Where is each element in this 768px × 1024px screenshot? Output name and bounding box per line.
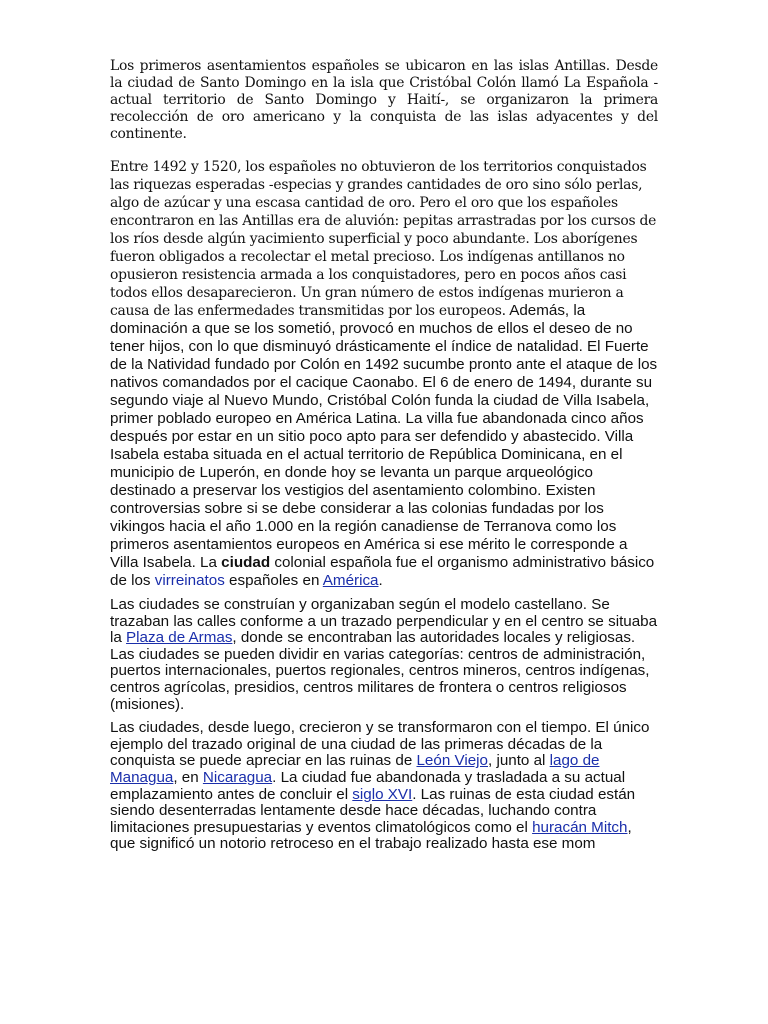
text-before-virreinatos: colonial española fue el organismo administrativo básico de los — [110, 554, 655, 589]
text-segment-2: , junto al — [488, 752, 550, 770]
link-lago-de-managua[interactable]: lago de Managua — [110, 752, 600, 786]
bold-ciudad: ciudad — [221, 554, 271, 571]
paragraph-antillas: Los primeros asentamientos españoles se ubicaron en las islas Antillas. Desde la ciudad de Santo Domingo en la isla que Cristóbal Colón llamó La Española - actual territorio de Santo Domingo y Haití-, se organizaron la primera recolección de oro americano y la conquista de las islas adyacentes y del continente. — [110, 58, 658, 142]
link-leon-viejo[interactable]: León Viejo — [416, 752, 488, 770]
text-segment-4: . La ciudad fue abandonada y trasladada a su actual emplazamiento antes de concluir el — [110, 768, 626, 803]
text-after-plaza: , donde se encontraban las autoridades locales y religiosas. Las ciudades se pueden dividir en varias categorías: centros de administración, puertos internacionales, puertos regionales, centros mineros, centros indígenas, centros agrícolas, presidios, centros militares de frontera o centros religiosos (misiones). — [110, 629, 650, 713]
text-segment-3: , en — [173, 768, 203, 786]
link-america[interactable]: América — [322, 572, 379, 589]
document-page — [110, 58, 658, 853]
text-segment-1: Las ciudades, desde luego, crecieron y se transformaron con el tiempo. El único ejemplo del trazado original de una ciudad de las primeras décadas de la conquista se puede apreciar en las ruinas de — [110, 719, 650, 770]
link-siglo-xvi[interactable]: siglo XVI — [352, 785, 413, 803]
paragraph-leon-viejo — [110, 720, 658, 853]
paragraph-riquezas-serif-text: Entre 1492 y 1520, los españoles no obtuvieron de los territorios conquistados las riquezas esperadas -especias y grandes cantidades de oro sino sólo perlas, algo de azúcar y una escasa cantidad de oro. Pero el oro que los españoles encontraron en las Antillas era de aluvión: pepitas arrastradas por los cursos de los ríos desde algún yacimiento superficial y poco abundante. Los aborígenes fueron obligados a recolectar el metal precioso. Los indígenas antillanos no opusieron resistencia armada a los conquistadores, pero en pocos años casi todos ellos desaparecieron. Un gran número de estos indígenas murieron a causa de las enfermedades transmitidas por los europeos. — [110, 159, 657, 319]
link-virreinatos[interactable]: virreinatos — [154, 572, 225, 589]
text-before-plaza: Las ciudades se construían y organizaban según el modelo castellano. Se trazaban las calles conforme a un trazado perpendicular y en el centro se situaba la — [110, 596, 658, 647]
link-nicaragua[interactable]: Nicaragua — [202, 768, 273, 786]
text-period: . — [378, 572, 383, 589]
text-segment-5: . Las ruinas de esta ciudad están siendo desenterradas lentamente desde hace décadas, luchando contra limitaciones presupuestarias y eventos climatológicos como el — [110, 785, 636, 836]
paragraph-ciudades-modelo — [110, 597, 658, 713]
link-plaza-de-armas[interactable]: Plaza de Armas — [126, 629, 233, 647]
paragraph-riquezas — [110, 158, 658, 590]
link-huracan-mitch[interactable]: huracán Mitch — [532, 818, 628, 836]
paragraph-riquezas-sans-text: Además, la dominación a que se los sometió, provocó en muchos de ellos el deseo de no tener hijos, con lo que disminuyó drásticamente el índice de natalidad. El Fuerte de la Natividad fundado por Colón en 1492 sucumbe pronto ante el ataque de los nativos comandados por el cacique Caonabo. El 6 de enero de 1494, durante su segundo viaje al Nuevo Mundo, Cristóbal Colón funda la ciudad de Villa Isabela, primer poblado europeo en América Latina. La villa fue abandonada cinco años después por estar en un sitio poco apto para ser defendido y abastecido. Villa Isabela estaba situada en el actual territorio de República Dominicana, en el municipio de Luperón, en donde hoy se levanta un parque arqueológico destinado a preservar los vestigios del asentamiento colombino. Existen controversias sobre si se debe considerar a las colonias fundadas por los vikingos hacia el año 1.000 en la región canadiense de Terranova como los primeros asentamientos europeos en América si ese mérito le corresponde a Villa Isabela. La — [110, 302, 658, 571]
text-segment-6: , que significó un notorio retroceso en el trabajo realizado hasta ese mom — [110, 818, 632, 853]
text-espanoles-en: españoles en — [224, 572, 323, 589]
